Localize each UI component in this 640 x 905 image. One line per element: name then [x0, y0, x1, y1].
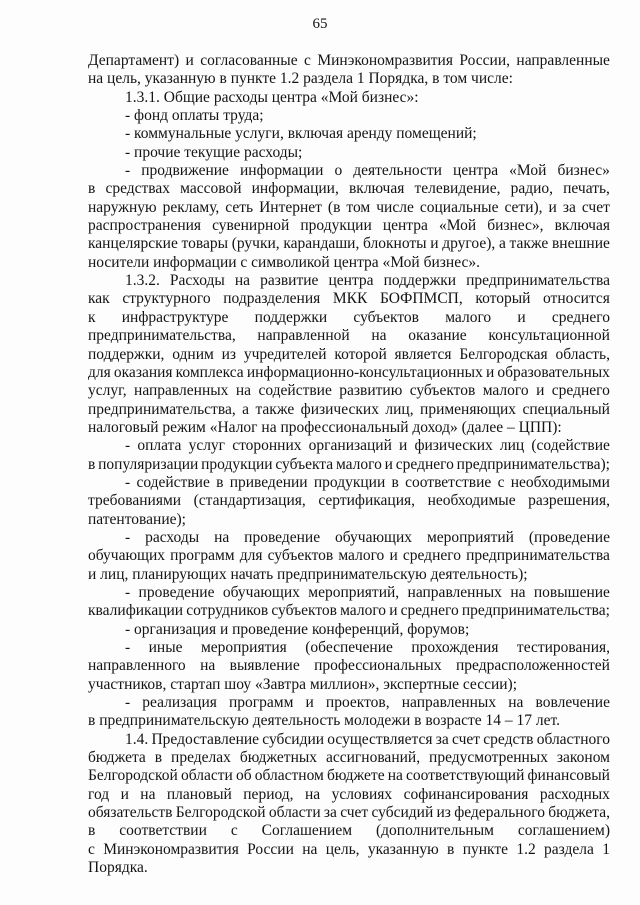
- word: вовлечение: [535, 694, 610, 712]
- word: на: [235, 382, 252, 400]
- word: товары: [181, 235, 229, 253]
- word: обучающих: [335, 528, 413, 546]
- text-line: [88, 327, 610, 345]
- word: применяющих: [420, 400, 517, 418]
- word: -: [125, 694, 131, 712]
- word: России: [247, 840, 294, 858]
- word: необходимыми: [510, 473, 610, 491]
- word: субсидий: [371, 804, 434, 822]
- word: числе: [376, 198, 414, 216]
- word: расходных: [539, 785, 610, 803]
- word: (ручки,: [231, 235, 280, 253]
- text-line: участников, стартап шоу «Завтра миллион», экспертные сессии);: [88, 675, 518, 693]
- word: учредителей: [243, 345, 327, 363]
- word: продукции: [300, 217, 372, 235]
- word: Интернет: [259, 198, 322, 216]
- word: в: [88, 455, 96, 473]
- word: относится: [543, 290, 610, 308]
- word: направленных: [134, 382, 229, 400]
- text-line: [88, 822, 610, 840]
- word: проведение: [138, 583, 215, 601]
- word: оказания: [113, 363, 173, 381]
- word: расходы: [145, 528, 200, 546]
- word: субъекта: [275, 455, 334, 473]
- text-line: [88, 456, 610, 474]
- word: БОФПМСП,: [379, 290, 463, 308]
- word: направленных: [407, 583, 502, 601]
- word: законом: [556, 749, 610, 767]
- word: соответствии: [119, 822, 207, 840]
- text-line: [88, 694, 610, 712]
- word: на: [302, 840, 318, 858]
- word: к: [88, 308, 96, 326]
- word: в: [88, 822, 96, 840]
- word: Расходы: [169, 272, 225, 290]
- word: области: [181, 767, 233, 785]
- word: -: [125, 639, 131, 656]
- word: внешние: [551, 235, 610, 253]
- word: 1.3.2.: [125, 272, 160, 290]
- word: предпринимательства: [466, 272, 610, 290]
- text-line: [88, 346, 610, 364]
- word: (обеспечение: [305, 639, 393, 656]
- word: и: [517, 308, 526, 326]
- text-line: [88, 437, 610, 455]
- word: средств: [483, 730, 534, 748]
- word: среднего: [395, 455, 454, 473]
- word: Белгородская: [459, 345, 548, 363]
- text-line: [88, 199, 610, 217]
- word: «Мой: [438, 217, 477, 235]
- word: средствах: [105, 180, 171, 198]
- text-line: [88, 804, 610, 822]
- word: комплекса: [175, 363, 244, 381]
- word: распространения: [88, 217, 202, 235]
- word: содействие: [258, 382, 332, 400]
- word: квалификации: [88, 602, 184, 620]
- word: тестирования,: [516, 639, 610, 656]
- word: организаций: [308, 437, 392, 455]
- text-line: [88, 52, 610, 70]
- word: -: [125, 528, 131, 546]
- word: и: [120, 785, 129, 803]
- word: сотрудников: [186, 602, 269, 620]
- word: проектов,: [325, 694, 390, 712]
- word: как: [88, 290, 110, 308]
- word: областном: [254, 767, 324, 785]
- word: обязательств: [88, 804, 173, 822]
- word: оплата: [137, 437, 182, 455]
- word: малого: [335, 455, 382, 473]
- text-line: [88, 492, 610, 510]
- word: малого: [338, 547, 385, 565]
- text-line: [88, 401, 610, 419]
- word: программ: [170, 547, 235, 565]
- word: радио,: [510, 180, 554, 198]
- word: соответствие: [405, 473, 492, 491]
- document-body: [88, 52, 610, 877]
- word: осуществляется: [327, 730, 433, 748]
- word: плановый: [166, 785, 232, 803]
- word: является: [394, 345, 452, 363]
- word: повышение: [533, 583, 610, 601]
- word: направленных: [401, 694, 497, 712]
- word: за: [323, 804, 337, 822]
- word: малого: [340, 602, 387, 620]
- word: с: [497, 473, 505, 491]
- word: поддержки: [383, 272, 457, 290]
- word: год: [88, 785, 110, 803]
- word: на: [214, 528, 230, 546]
- word: одним: [172, 345, 214, 363]
- word: деятельности: [353, 162, 442, 180]
- word: другое),: [442, 235, 496, 253]
- word: и: [305, 694, 314, 712]
- word: и: [399, 437, 408, 455]
- word: рекламу,: [162, 198, 220, 216]
- text-line: [88, 382, 610, 400]
- word: среднего: [400, 602, 459, 620]
- word: и: [384, 455, 393, 473]
- word: информации: [240, 162, 324, 180]
- text-line: [88, 162, 610, 180]
- word: лиц,: [385, 400, 414, 418]
- word: субъектов: [271, 602, 337, 620]
- word: соответствующий: [406, 767, 525, 785]
- word: включая: [554, 217, 610, 235]
- text-line: [88, 309, 610, 327]
- word: иные: [148, 639, 183, 656]
- word: сертификация,: [318, 492, 416, 510]
- text-line: носители информации с символикой центра «Мой бизнес».: [88, 253, 480, 271]
- word: информации,: [251, 180, 339, 198]
- word: печать,: [563, 180, 610, 198]
- word: указанную: [367, 840, 439, 858]
- text-line: [88, 235, 610, 253]
- text-line: [88, 217, 610, 235]
- word: на: [371, 327, 387, 345]
- word: и: [389, 602, 398, 620]
- word: продукции: [201, 455, 273, 473]
- word: о: [334, 162, 343, 180]
- word: выявление: [229, 657, 300, 675]
- word: Предоставление: [151, 730, 260, 748]
- text-line: патентование);: [88, 510, 186, 528]
- word: 1.2: [516, 840, 536, 858]
- word: предпринимательства,: [88, 327, 236, 345]
- word: мероприятий,: [308, 583, 400, 601]
- word: информационно-консультационных: [246, 363, 483, 381]
- word: для: [88, 363, 111, 381]
- word: с: [88, 840, 95, 858]
- word: из: [221, 345, 237, 363]
- word: бизнес»,: [487, 217, 544, 235]
- text-line: - прочие текущие расходы;: [125, 143, 303, 161]
- word: -: [125, 583, 131, 601]
- text-line: [88, 584, 610, 602]
- word: финансовый: [527, 767, 610, 785]
- word: проведение: [244, 528, 321, 546]
- word: на: [387, 767, 403, 785]
- word: -: [125, 162, 131, 180]
- word: «Мой: [509, 162, 547, 180]
- word: -: [125, 437, 131, 455]
- word: и: [548, 198, 557, 216]
- word: бюджете: [326, 767, 385, 785]
- word: услуг,: [88, 382, 127, 400]
- word: России,: [459, 52, 510, 69]
- word: ассигнований,: [325, 749, 421, 767]
- word: бюджета,: [548, 804, 610, 822]
- text-line: Порядка.: [88, 859, 148, 877]
- text-line: на цель, указанную в пункте 1.2 раздела 1 Порядка, в том числе:: [88, 70, 513, 88]
- word: сувенирной: [212, 217, 290, 235]
- word: софинансирования: [403, 785, 529, 803]
- word: телевидение,: [414, 180, 501, 198]
- word: инфраструктуре: [121, 308, 229, 326]
- word: сторонних: [232, 437, 302, 455]
- word: в: [391, 473, 399, 491]
- word: об: [235, 767, 252, 785]
- word: субъектов: [267, 547, 334, 565]
- text-line: [88, 547, 610, 565]
- text-line: [88, 786, 610, 804]
- text-line: - организация и проведение конференций, форумов;: [125, 620, 470, 638]
- word: с: [230, 822, 238, 840]
- word: период,: [243, 785, 294, 803]
- word: содействие: [136, 473, 210, 491]
- word: (дополнительным: [376, 822, 494, 840]
- word: Белгородской: [175, 804, 266, 822]
- word: на: [234, 272, 251, 290]
- word: образовательных: [497, 363, 610, 381]
- word: Минэкономразвития: [317, 52, 453, 69]
- word: за: [562, 198, 576, 216]
- word: направленные: [516, 52, 610, 69]
- word: среднего: [402, 547, 461, 565]
- word: счет: [340, 804, 369, 822]
- word: центра: [328, 272, 374, 290]
- word: в: [154, 749, 163, 767]
- text-line: налоговый режим «Налог на профессиональный доход» (далее – ЦПП):: [88, 418, 562, 436]
- word: условиях: [331, 785, 393, 803]
- text-line: - коммунальные услуги, включая аренду помещений;: [125, 125, 477, 143]
- text-line: и лиц, планирующих начать предпринимательскую деятельность);: [88, 565, 528, 583]
- word: а: [242, 400, 250, 418]
- word: бюджета: [88, 749, 146, 767]
- word: прохождения: [411, 639, 499, 656]
- text-line: [88, 731, 610, 749]
- word: в: [88, 180, 96, 198]
- word: малого: [482, 382, 529, 400]
- page-number: 65: [312, 16, 328, 32]
- word: федерального: [454, 804, 546, 822]
- word: и: [536, 382, 545, 400]
- word: продвижение: [141, 162, 229, 180]
- word: бюджетных: [239, 749, 318, 767]
- word: предусмотренных: [429, 749, 548, 767]
- word: социальные: [419, 198, 499, 216]
- text-line: [88, 841, 610, 859]
- text-line: [88, 474, 610, 492]
- word: физических: [300, 400, 379, 418]
- word: которой: [334, 345, 387, 363]
- word: который: [475, 290, 531, 308]
- text-line: 1.3.1. Общие расходы центра «Мой бизнес»:: [125, 88, 419, 106]
- word: Соглашением: [261, 822, 353, 840]
- word: предпринимательства: [466, 547, 610, 565]
- word: пункте: [462, 840, 509, 858]
- word: блокноты: [363, 235, 427, 253]
- word: предпринимательства);: [456, 455, 610, 473]
- word: в: [216, 473, 224, 491]
- text-line: [88, 364, 610, 382]
- word: приведении: [229, 473, 308, 491]
- word: мероприятий: [426, 528, 514, 546]
- word: пределах: [171, 749, 231, 767]
- word: консультационной: [488, 327, 610, 345]
- word: счет: [452, 730, 481, 748]
- word: разрешения,: [528, 492, 610, 510]
- word: на: [140, 785, 156, 803]
- word: -: [125, 473, 131, 491]
- word: Департамент): [88, 52, 180, 69]
- word: (проведение: [528, 528, 610, 546]
- text-line: [88, 180, 610, 198]
- word: цель,: [325, 840, 360, 858]
- word: оказание: [408, 327, 467, 345]
- word: среднего: [551, 382, 610, 400]
- word: реализация: [142, 694, 217, 712]
- word: в: [447, 840, 455, 858]
- word: поддержки: [254, 308, 328, 326]
- text-line: в предпринимательскую деятельность молодежи в возрасте 14 – 17 лет.: [88, 712, 560, 730]
- word: структурного: [122, 290, 211, 308]
- word: обучающих: [222, 583, 300, 601]
- word: а: [498, 235, 506, 253]
- word: развитию: [339, 382, 403, 400]
- word: физических: [414, 437, 493, 455]
- word: центра: [453, 162, 499, 180]
- word: необходимые: [427, 492, 516, 510]
- word: канцелярские: [88, 235, 178, 253]
- word: подразделения: [223, 290, 321, 308]
- word: также: [255, 400, 295, 418]
- word: (стандартизация,: [193, 492, 306, 510]
- word: из: [436, 804, 451, 822]
- word: Минэкономразвития: [103, 840, 239, 858]
- word: области: [268, 804, 321, 822]
- word: поддержки,: [88, 345, 165, 363]
- word: МКК: [332, 290, 368, 308]
- word: центра: [382, 217, 428, 235]
- text-line: [88, 639, 610, 657]
- word: за: [435, 730, 449, 748]
- word: наружную: [88, 198, 157, 216]
- word: Белгородской: [88, 767, 178, 785]
- word: согласованные: [200, 52, 298, 69]
- word: бизнес»: [557, 162, 610, 180]
- word: на: [508, 694, 524, 712]
- word: обучающих: [88, 547, 166, 565]
- word: с: [304, 52, 311, 69]
- word: субсидии: [262, 730, 325, 748]
- word: область,: [555, 345, 610, 363]
- word: том: [346, 198, 371, 216]
- word: (в: [327, 198, 341, 216]
- word: (содействие: [531, 437, 610, 455]
- text-line: [88, 657, 610, 675]
- word: сети),: [504, 198, 543, 216]
- word: профессиональных: [314, 657, 442, 675]
- word: массовой: [180, 180, 242, 198]
- word: для: [239, 547, 263, 565]
- word: субъектов: [353, 308, 420, 326]
- word: и: [485, 363, 495, 381]
- word: карандаши,: [283, 235, 360, 253]
- text-line: [88, 602, 610, 620]
- text-line: - фонд оплаты труда;: [125, 107, 264, 125]
- text-line: [88, 272, 610, 290]
- text-line: [88, 749, 610, 767]
- word: и: [430, 235, 439, 253]
- word: малого: [445, 308, 492, 326]
- word: предпринимательства;: [461, 602, 610, 620]
- word: соглашением): [517, 822, 610, 840]
- text-line: [88, 529, 610, 547]
- word: включая: [348, 180, 405, 198]
- word: счет: [581, 198, 610, 216]
- word: среднего: [551, 308, 610, 326]
- word: требованиями: [88, 492, 182, 510]
- word: на: [304, 785, 321, 803]
- word: 1: [602, 840, 610, 858]
- word: сеть: [225, 198, 254, 216]
- text-line: [88, 767, 610, 785]
- word: развитие: [260, 272, 319, 290]
- word: специальный: [522, 400, 610, 418]
- word: на: [200, 657, 216, 675]
- word: предпринимательства,: [88, 400, 236, 418]
- word: и: [185, 52, 194, 69]
- word: программ: [228, 694, 294, 712]
- word: также: [509, 235, 549, 253]
- word: 1.4.: [125, 730, 149, 748]
- word: областного: [536, 730, 610, 748]
- word: раздела: [544, 840, 594, 858]
- word: лиц: [499, 437, 525, 455]
- word: продукции: [313, 473, 386, 491]
- word: мероприятия: [200, 639, 287, 656]
- word: на: [510, 583, 526, 601]
- word: направленной: [257, 327, 350, 345]
- word: субъектов: [409, 382, 476, 400]
- word: услуг: [188, 437, 226, 455]
- word: популяризации: [98, 455, 199, 473]
- word: и: [389, 547, 398, 565]
- word: направленного: [88, 657, 186, 675]
- text-line: [88, 290, 610, 308]
- word: предрасположенностей: [455, 657, 610, 675]
